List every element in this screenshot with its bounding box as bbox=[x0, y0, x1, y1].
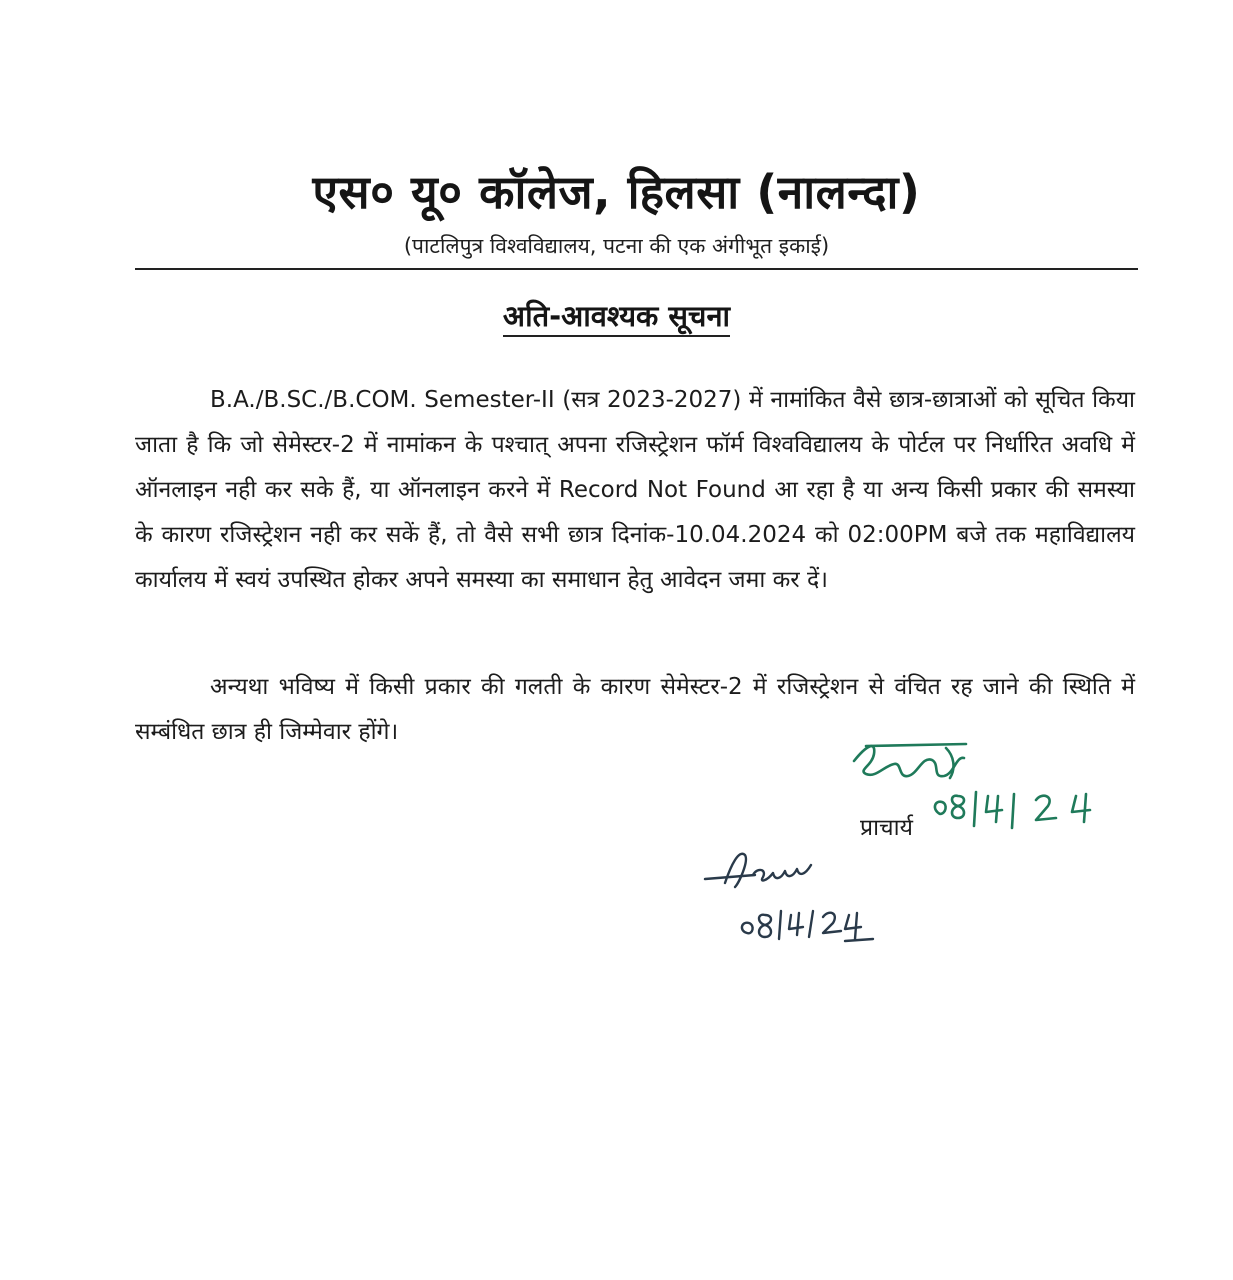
notice-paragraph-1: B.A./B.SC./B.COM. Semester-II (सत्र 2023-2027) में नामांकित वैसे छात्र-छात्राओं को सूचित किया जाता है कि जो सेमेस्टर-2 में नामांकन के पश्चात् अपना रजिस्ट्रेशन फॉर्म विश्वविद्यालय के पोर्टल पर निर्धारित अवधि में ऑनलाइन नही कर सके हैं, या ऑनलाइन करने में Record Not Found आ रहा है या अन्य किसी प्रकार की समस्या के कारण रजिस्ट्रेशन नही कर सकें हैं, तो वैसे सभी छात्र दिनांक-10.04.2024 को 02:00PM बजे तक महाविद्यालय कार्यालय में स्वयं उपस्थित होकर अपने समस्या का समाधान हेतु आवेदन जमा कर दें। bbox=[135, 387, 1135, 593]
notice-paragraph-2: अन्यथा भविष्य में किसी प्रकार की गलती के कारण सेमेस्टर-2 में रजिस्ट्रेशन से वंचित रह जाने की स्थिति में सम्बंधित छात्र ही जिम्मेवार होंगे। bbox=[135, 674, 1135, 745]
header-divider bbox=[135, 268, 1138, 270]
notice-title-text: अति-आवश्यक सूचना bbox=[503, 299, 730, 337]
notice-title bbox=[0, 296, 1233, 335]
principal-designation: प्राचार्य bbox=[860, 815, 913, 841]
affiliation-subtitle: (पाटलिपुत्र विश्वविद्यालय, पटना की एक अंगीभूत इकाई) bbox=[403, 234, 830, 258]
college-name-heading: एस० यू० कॉलेज, हिलसा (नालन्दा) bbox=[312, 165, 921, 219]
second-signature bbox=[695, 835, 880, 950]
